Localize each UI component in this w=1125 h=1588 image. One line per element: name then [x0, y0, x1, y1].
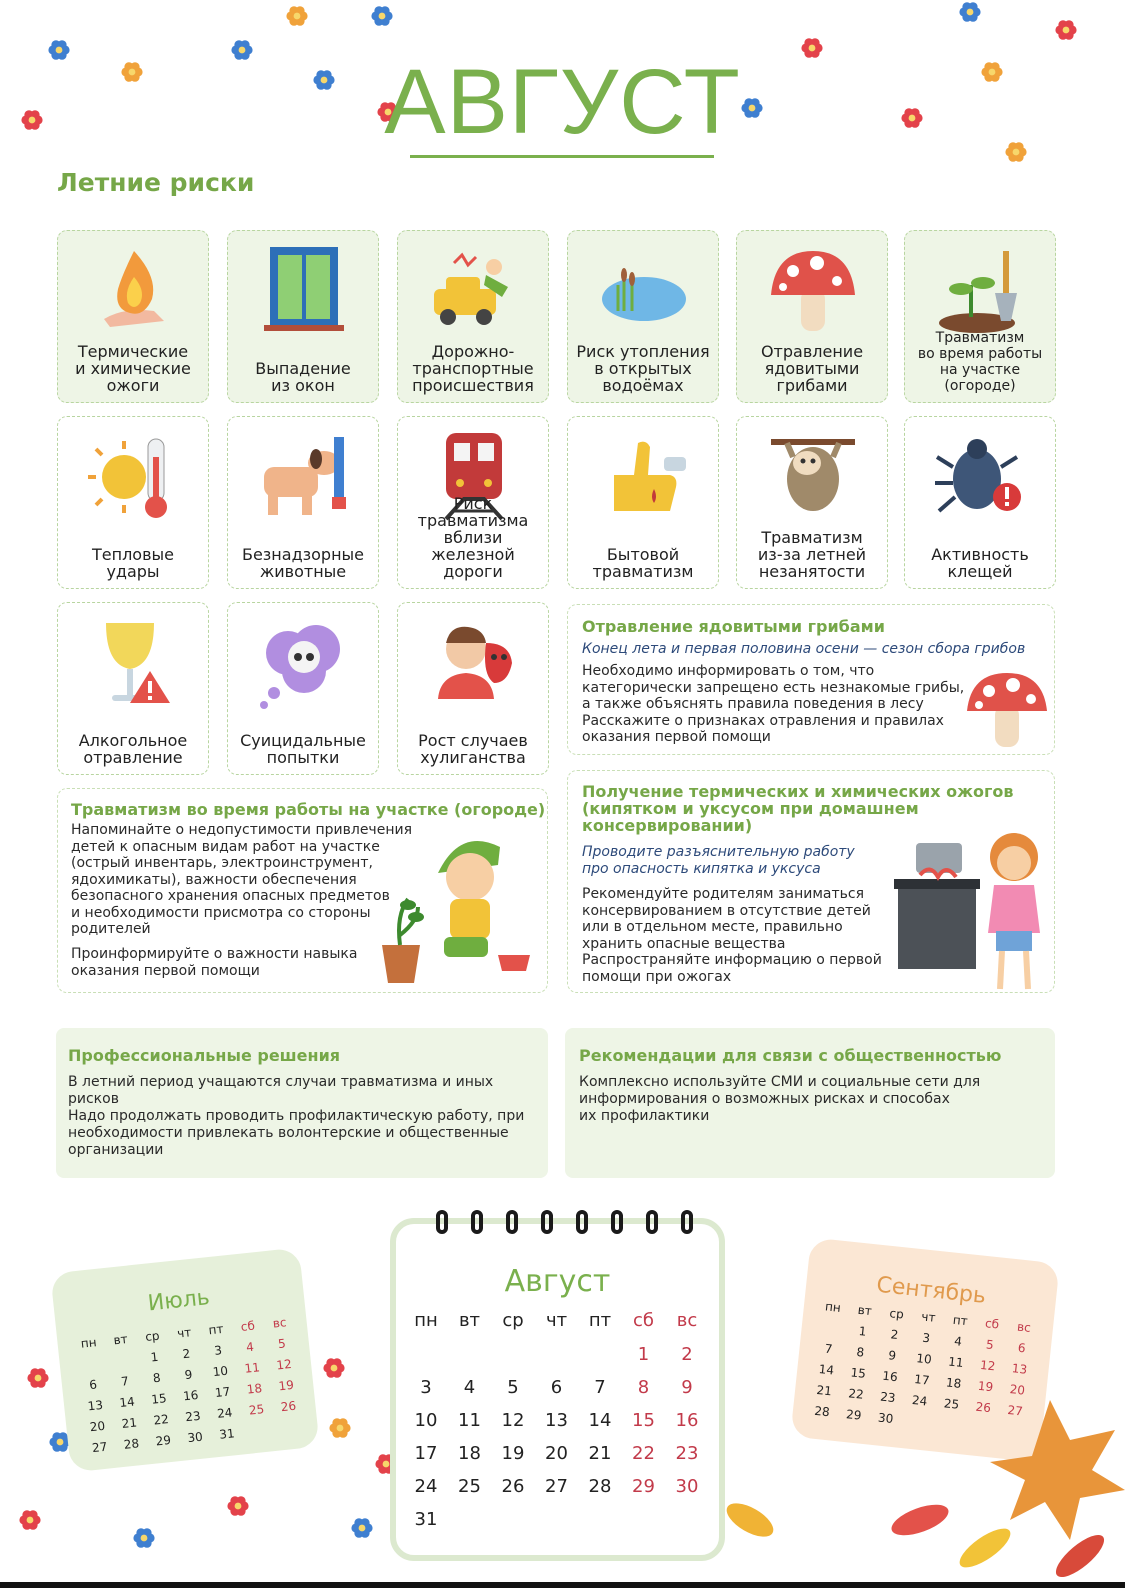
calendar-day: 23 [675, 1443, 699, 1464]
calendar-day: 7 [594, 1377, 606, 1398]
flower-icon [18, 1508, 42, 1532]
calendar-day: 13 [545, 1410, 568, 1431]
calendar-day: 21 [815, 1382, 833, 1399]
calendar-day: 9 [887, 1348, 897, 1363]
weekday-label: ср [144, 1328, 161, 1344]
risk-label: Травматизм во время работы на участке (огороде) [917, 330, 1043, 394]
calendar-day: 13 [1011, 1361, 1028, 1377]
calendar-day: 8 [855, 1344, 865, 1360]
calendar-day: 5 [277, 1336, 287, 1352]
calendar-day: 29 [632, 1476, 655, 1497]
calendar-day: 22 [847, 1386, 865, 1402]
calendar-day: 27 [91, 1439, 108, 1456]
calendar-day: 23 [879, 1389, 897, 1406]
calendar-day: 10 [212, 1363, 229, 1380]
thumb-injury-icon [594, 427, 694, 527]
calendar-september-title: Сентябрь [875, 1272, 988, 1309]
calendar-day: 27 [545, 1476, 568, 1497]
risk-card [567, 416, 719, 589]
risk-card [397, 416, 549, 589]
car-accident-icon [424, 241, 524, 341]
calendar-day: 12 [501, 1410, 525, 1431]
calendar-day: 13 [86, 1397, 104, 1414]
flower-icon [26, 1366, 50, 1390]
calendar-day: 20 [1009, 1382, 1026, 1398]
calendar-day: 18 [246, 1381, 263, 1397]
calendar-day: 21 [588, 1443, 612, 1464]
weekday-label: вт [857, 1302, 873, 1319]
flower-icon [132, 1526, 156, 1550]
risk-label: Рост случаев хулиганства [418, 731, 528, 767]
binder-ring [611, 1210, 623, 1234]
risk-card [397, 602, 549, 775]
calendar-day: 28 [588, 1476, 612, 1497]
calendar-day: 19 [501, 1443, 525, 1464]
risk-label: Дорожно- транспортные происшествия [412, 342, 534, 395]
risk-card [227, 602, 379, 775]
calendar-day: 25 [943, 1396, 960, 1412]
calendar-august-title: Август [504, 1264, 611, 1299]
calendar-day: 18 [458, 1443, 481, 1464]
calendar-day: 4 [245, 1339, 255, 1355]
title-underline [410, 155, 714, 158]
calendar-day: 29 [845, 1407, 863, 1423]
calendar-day: 6 [88, 1377, 98, 1393]
mushroom-info-title: Отравление ядовитыми грибами [582, 617, 885, 636]
calendar-day: 26 [501, 1476, 525, 1497]
calendar-day: 27 [1006, 1402, 1024, 1419]
girl-stove-icon [890, 819, 1054, 997]
calendar-day: 24 [911, 1392, 928, 1409]
risk-label: Тепловые удары [92, 545, 174, 581]
calendar-day: 10 [915, 1351, 933, 1367]
dog-icon [254, 427, 354, 527]
weekday-label: сб [633, 1310, 654, 1331]
tick-icon [931, 427, 1031, 527]
calendar-day: 9 [184, 1367, 194, 1383]
garden-info-title: Травматизм во время работы на участке (огороде) [71, 800, 546, 819]
page-title: АВГУСТ [384, 51, 741, 153]
calendar-day: 28 [123, 1436, 140, 1452]
pond-icon [594, 241, 694, 341]
calendar-day: 30 [186, 1429, 204, 1446]
calendar-day: 6 [1017, 1340, 1027, 1356]
risk-card [904, 230, 1056, 403]
mushroom-icon [763, 241, 863, 341]
calendar-day: 5 [985, 1337, 995, 1353]
calendar-july-title: Июль [146, 1285, 211, 1317]
risk-label: Риск травматизма вблизи железной дороги [417, 494, 529, 581]
boy-gardening-icon [378, 825, 544, 987]
calendar-day: 16 [881, 1368, 899, 1385]
calendar-day: 2 [889, 1327, 899, 1343]
flower-icon [370, 4, 394, 28]
binder-ring [541, 1210, 553, 1234]
calendar-day: 1 [149, 1349, 160, 1365]
flower-icon [226, 1494, 250, 1518]
binder-ring [681, 1210, 693, 1234]
weekday-label: пт [588, 1310, 612, 1331]
weekday-label: ср [502, 1310, 524, 1331]
sloth-icon [763, 427, 863, 527]
calendar-day: 12 [275, 1356, 293, 1373]
calendar-day: 30 [675, 1476, 699, 1497]
risk-card [567, 230, 719, 403]
binder-ring [471, 1210, 483, 1234]
calendar-day: 29 [154, 1432, 172, 1449]
hooligan-mask-icon [424, 613, 524, 713]
burn-info-title: Получение термических и химических ожогов (кипятком и уксусом при домашнем консервировании) [582, 782, 1014, 835]
weekday-label: пт [952, 1312, 969, 1329]
calendar-day: 24 [414, 1476, 438, 1497]
calendar-day: 1 [637, 1344, 650, 1365]
risk-label: Активность клещей [931, 545, 1029, 581]
section-title: Летние риски [57, 168, 255, 197]
risk-label: Риск утопления в открытых водоёмах [576, 342, 710, 395]
weekday-label: вт [112, 1331, 129, 1348]
calendar-day: 17 [214, 1384, 231, 1401]
bottom-border [0, 1582, 1125, 1588]
garden-info-text-2: Проинформируйте о важности навыка оказания первой помощи [71, 946, 358, 979]
calendar-day: 7 [824, 1341, 834, 1357]
weekday-label: вс [1016, 1319, 1032, 1335]
mushroom-icon [963, 667, 1051, 749]
mushroom-info-box [567, 604, 1055, 755]
calendar-august [390, 1218, 725, 1561]
risk-label: Травматизм из-за летней незанятости [757, 528, 867, 581]
weekday-label: чт [176, 1325, 192, 1341]
public-relations-title: Рекомендации для связи с общественностью [579, 1046, 1002, 1065]
calendar-day: 20 [89, 1418, 106, 1435]
calendar-day: 31 [414, 1509, 438, 1530]
calendar-day: 19 [277, 1377, 295, 1394]
risk-label: Отравление ядовитыми грибами [760, 342, 864, 395]
calendar-day: 10 [414, 1410, 438, 1431]
sun-thermometer-icon [84, 427, 184, 527]
calendar-day: 14 [818, 1362, 835, 1378]
calendar-day: 20 [545, 1443, 568, 1464]
weekday-label: сб [984, 1316, 1000, 1332]
calendar-day: 17 [913, 1372, 931, 1388]
risk-card [904, 416, 1056, 589]
calendar-day: 26 [974, 1399, 992, 1416]
weekday-label: пт [207, 1321, 225, 1338]
calendar-day: 3 [921, 1330, 931, 1346]
binder-ring [506, 1210, 518, 1234]
risk-card [57, 230, 209, 403]
calendar-day: 14 [118, 1394, 136, 1411]
calendar-day: 17 [414, 1443, 438, 1464]
calendar-day: 8 [152, 1370, 162, 1386]
mushroom-info-text: Необходимо информировать о том, что категорически запрещено есть незнакомые грибы, а также объяснять правила поведения в лесу Расскажите о признаках отравления и правилах оказания первой помощи [582, 663, 965, 745]
risk-label: Термические и химические ожоги [75, 342, 191, 395]
weekday-label: ср [888, 1306, 905, 1322]
calendar-day: 14 [588, 1410, 612, 1431]
calendar-july [50, 1247, 320, 1472]
weekday-label: вс [676, 1310, 698, 1331]
risk-label: Безнадзорные животные [241, 545, 365, 581]
flower-icon [958, 0, 982, 24]
mushroom-info-subtitle: Конец лета и первая половина осени — сезон сбора грибов [582, 641, 1026, 657]
binder-ring [576, 1210, 588, 1234]
burn-info-subtitle: Проводите разъяснительную работу про опасность кипятка и уксуса [582, 844, 855, 877]
calendar-day: 21 [120, 1415, 138, 1431]
calendar-day: 12 [979, 1357, 997, 1374]
garden-info-box [57, 788, 548, 993]
risk-card [57, 602, 209, 775]
risk-card [57, 416, 209, 589]
weekday-label: чт [545, 1310, 568, 1331]
binder-ring [646, 1210, 658, 1234]
professional-text: В летний период учащаются случаи травматизма и иных рисков Надо продолжать проводить профилактическую работу, при необходимости привлекать волонтерские и общественные организации [68, 1074, 525, 1158]
calendar-day: 11 [947, 1354, 965, 1371]
calendar-day: 6 [550, 1377, 563, 1398]
calendar-day: 16 [675, 1410, 699, 1431]
risk-label: Бытовой травматизм [592, 545, 694, 581]
calendar-day: 16 [182, 1387, 200, 1404]
garden-shovel-icon [931, 241, 1031, 341]
risk-card [736, 416, 888, 589]
burn-info-text: Рекомендуйте родителям заниматься консервированием в отсутствие детей или в отдельном месте, правильно хранить опасные вещества Распространяйте информацию о первой помощи при ожогах [582, 886, 882, 985]
calendar-day: 1 [858, 1324, 868, 1339]
burn-info-box [567, 770, 1055, 993]
professional-box [56, 1028, 548, 1178]
calendar-day: 26 [280, 1398, 297, 1415]
risk-card [397, 230, 549, 403]
calendar-day: 2 [181, 1346, 191, 1362]
skull-cloud-icon [254, 613, 354, 713]
flower-icon [350, 1516, 374, 1540]
weekday-label: чт [920, 1309, 937, 1325]
professional-title: Профессиональные решения [68, 1046, 341, 1065]
binder-ring [436, 1210, 448, 1234]
weekday-label: пн [414, 1310, 438, 1331]
calendar-day: 22 [632, 1443, 655, 1464]
risk-card [227, 416, 379, 589]
calendar-day: 30 [877, 1410, 894, 1427]
calendar-day: 7 [120, 1374, 130, 1389]
calendar-day: 25 [248, 1402, 265, 1418]
calendar-day: 8 [637, 1377, 650, 1398]
risk-card [736, 230, 888, 403]
calendar-day: 25 [458, 1476, 481, 1497]
window-icon [254, 241, 354, 341]
calendar-day: 23 [184, 1408, 202, 1425]
flower-icon [1054, 18, 1078, 42]
calendar-day: 5 [507, 1377, 519, 1398]
calendar-day: 3 [213, 1343, 223, 1358]
flower-icon [328, 1416, 352, 1440]
calendar-day: 3 [420, 1377, 432, 1398]
calendar-day: 2 [681, 1344, 693, 1365]
calendar-day: 31 [218, 1426, 236, 1442]
weekday-label: вт [458, 1310, 481, 1331]
calendar-day: 24 [216, 1405, 234, 1421]
flower-icon [322, 1356, 346, 1380]
public-relations-box [565, 1028, 1055, 1178]
calendar-day: 15 [632, 1410, 655, 1431]
risk-card [227, 230, 379, 403]
calendar-day: 18 [945, 1375, 963, 1391]
calendar-day: 19 [977, 1378, 994, 1395]
garden-info-text: Напоминайте о недопустимости привлечения детей к опасным видам работ на участке (острый инвентарь, электроинструмент, ядохимикаты), важности обеспечения безопасного хранения опасных предметов и необходимости присмотра со стороны родителей [71, 822, 412, 937]
calendar-day: 15 [849, 1365, 867, 1381]
public-relations-text: Комплексно используйте СМИ и социальные сети для информирования о возможных рисках и способах их профилактики [579, 1074, 981, 1124]
calendar-day: 4 [953, 1334, 963, 1349]
flower-icon [285, 4, 309, 28]
weekday-label: пн [80, 1335, 98, 1351]
weekday-label: сб [240, 1318, 256, 1334]
calendar-day: 11 [243, 1360, 261, 1376]
weekday-label: вс [272, 1315, 288, 1331]
weekday-label: пн [824, 1299, 842, 1315]
risk-label: Суицидальные попытки [240, 731, 366, 767]
calendar-day: 4 [463, 1377, 476, 1398]
risk-label: Выпадение из окон [255, 359, 351, 395]
risk-label: Алкогольное отравление [78, 731, 188, 767]
wine-glass-icon [84, 613, 184, 713]
calendar-day: 22 [152, 1412, 170, 1428]
calendar-day: 11 [458, 1410, 481, 1431]
calendar-day: 28 [813, 1403, 831, 1420]
autumn-leaves-decoration [720, 1380, 1125, 1588]
calendar-day: 15 [150, 1391, 168, 1407]
calendar-day: 9 [681, 1377, 693, 1398]
fire-hand-icon [84, 241, 184, 341]
